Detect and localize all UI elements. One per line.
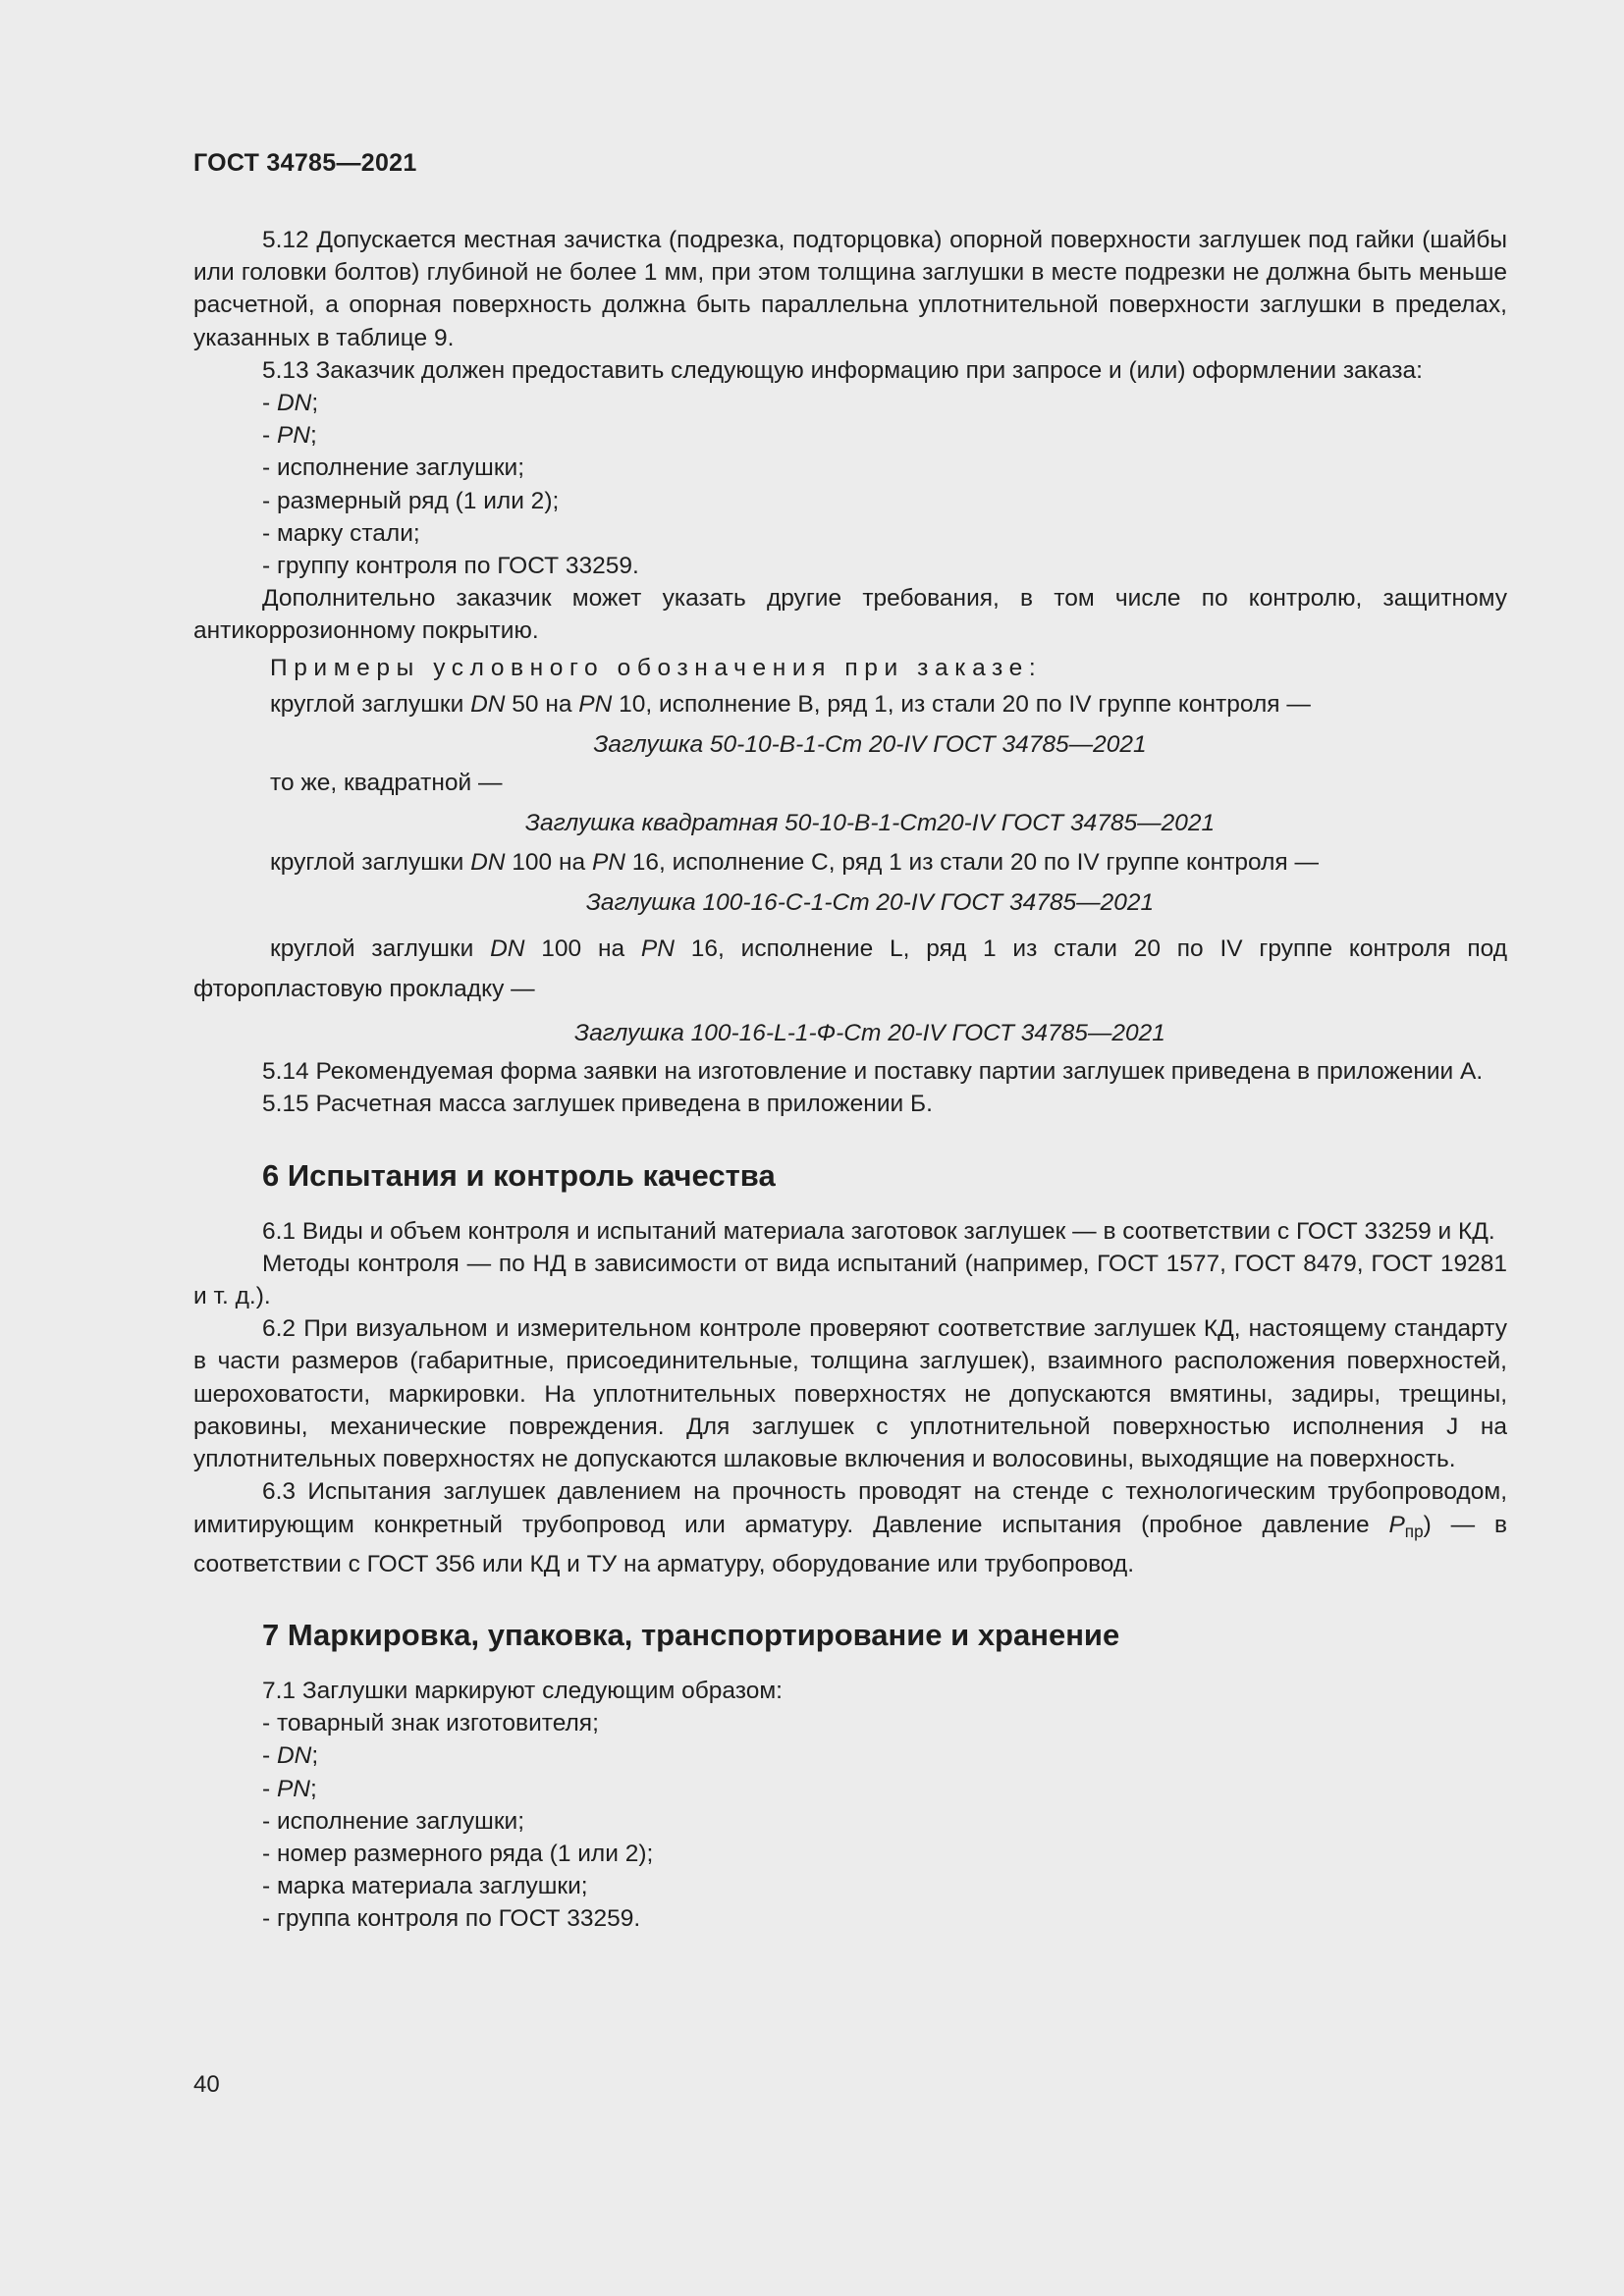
list-item: - DN; [262,390,319,417]
example-3-designation: Заглушка 100-16-С-1-Ст 20-IV ГОСТ 34785—2021 [585,888,1155,916]
paragraph-5-14: 5.14 Рекомендуемая форма заявки на изготовление и поставку партии заглушек приведена в приложении А. [262,1058,1484,1086]
list-item: - PN; [262,422,317,450]
list-item: - DN; [262,1742,319,1770]
list-item: - PN; [262,1775,317,1802]
example-3-text: круглой заглушки DN 100 на PN 16, исполнение C, ряд 1 из стали 20 по IV группе контроля — [270,848,1320,876]
example-4-designation: Заглушка 100-16-L-1-Ф-Ст 20-IV ГОСТ 34785—2021 [574,1020,1165,1047]
list-item: - марка материала заглушки; [262,1873,588,1900]
examples-heading: Примеры условного обозначения при заказе: [270,654,1043,681]
page-body [193,224,1507,1936]
page-number: 40 [193,2071,220,2098]
paragraph-5-12: 5.12 Допускается местная зачистка (подрезка, подторцовка) опорной поверхности заглушек под гайки (шайбы или головки болтов) глубиной не более 1 мм, при этом толщина заглушки в месте подрезки не должна быть меньше расчетной, а опорная поверхность должна быть параллельна уплотнительной поверхности заглушки в пределах, указанных в таблице 9. [193,227,1507,351]
list-item: - марку стали; [262,519,420,547]
example-2-designation: Заглушка квадратная 50-10-B-1-Ст20-IV ГОСТ 34785—2021 [524,810,1216,837]
list-item: - номер размерного ряда (1 или 2); [262,1840,654,1867]
list-item: - размерный ряд (1 или 2); [262,487,560,514]
section-7-title: 7 Маркировка, упаковка, транспортирование и хранение [262,1617,1120,1652]
paragraph-5-15: 5.15 Расчетная масса заглушек приведена в приложении Б. [262,1091,933,1118]
paragraph-6-3: 6.3 Испытания заглушек давлением на прочность проводят на стенде с технологическим трубопроводом, имитирующим конкретный трубопровод или арматуру. Давление испытания (пробное давление $P_{пр}$) — в соответствии с ГОСТ 356 или КД и ТУ на арматуру, оборудование или трубопровод. [193,1478,1507,1577]
paragraph-5-13: 5.13 Заказчик должен предоставить следующую информацию при запросе и (или) оформлении заказа: [262,356,1423,384]
list-item: - группа контроля по ГОСТ 33259. [262,1905,641,1933]
section-6-title: 6 Испытания и контроль качества [262,1157,776,1193]
example-4-text: круглой заглушки DN 100 на PN 16, исполнение L, ряд 1 из стали 20 по IV группе контроля под фторопластовую прокладку — [193,935,1508,1003]
paragraph-5-13-extra: Дополнительно заказчик может указать другие требования, в том числе по контролю, защитному антикоррозионному покрытию. [193,585,1507,645]
list-item: - исполнение заглушки; [262,1807,525,1835]
example-1-text: круглой заглушки DN 50 на PN 10, исполнение B, ряд 1, из стали 20 по IV группе контроля — [270,690,1311,718]
example-2-text: то же, квадратной — [270,770,503,797]
list-item: - группу контроля по ГОСТ 33259. [262,553,639,580]
document-header: ГОСТ 34785—2021 [193,149,417,177]
example-1-designation: Заглушка 50-10-B-1-Ст 20-IV ГОСТ 34785—2021 [593,731,1147,759]
paragraph-6-1-methods: Методы контроля — по НД в зависимости от вида испытаний (например, ГОСТ 1577, ГОСТ 8479, ГОСТ 19281 и т. д.). [193,1250,1507,1310]
list-item: - товарный знак изготовителя; [262,1710,599,1737]
paragraph-6-1: 6.1 Виды и объем контроля и испытаний материала заготовок заглушек — в соответствии с ГОСТ 33259 и КД. [262,1217,1495,1245]
list-item: - исполнение заглушки; [262,454,525,482]
paragraph-7-1: 7.1 Заглушки маркируют следующим образом: [262,1677,783,1704]
paragraph-6-2: 6.2 При визуальном и измерительном контроле проверяют соответствие заглушек КД, настоящему стандарту в части размеров (габаритные, присоединительные, толщина заглушек), взаимного расположения поверхностей, шероховатости, маркировки. На уплотнительных поверхностях не допускаются вмятины, задиры, трещины, раковины, механические повреждения. Для заглушек с уплотнительной поверхностью исполнения J на уплотнительных поверхностях не допускаются шлаковые включения и волосовины, выходящие на поверхность. [193,1315,1507,1473]
